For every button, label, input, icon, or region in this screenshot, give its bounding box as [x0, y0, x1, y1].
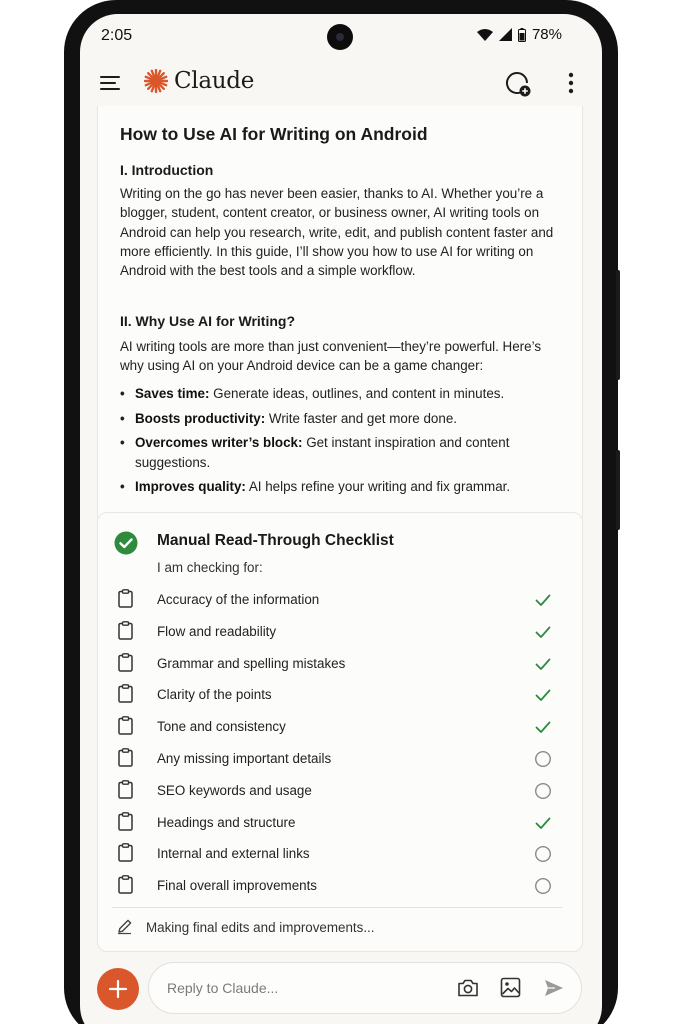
- app-logo: [144, 68, 254, 94]
- camera-icon[interactable]: [457, 978, 479, 998]
- checklist-item-label: Accuracy of the information: [157, 592, 320, 607]
- checklist-item-label: SEO keywords and usage: [157, 782, 312, 798]
- list-item: • Overcomes writer’s block: Get instant inspiration and content suggestions.: [120, 433, 560, 472]
- signal-icon: [499, 28, 512, 41]
- menu-icon[interactable]: [100, 74, 122, 92]
- plus-icon: [97, 968, 139, 1010]
- checklist-item-label: Any missing important details: [157, 750, 332, 766]
- checklist-item: [98, 617, 584, 649]
- checklist-item-label: Grammar and spelling mistakes: [157, 655, 346, 671]
- section-body-introduction: Writing on the go has never been easier, thanks to AI. Whether you’re a blogger, student, content creator, or business owner, AI writing tools on Android can help you research, write, edit, and publish content faster and more efficiently. In this guide, I’ll show you how to use AI for writing on Android with the best tools and a simple workflow.: [120, 186, 554, 279]
- status-bar: [80, 14, 602, 60]
- checklist-item-label: Flow and readability: [157, 623, 277, 639]
- checklist-item-label: Tone and consistency: [157, 719, 286, 735]
- empty-circle-icon: [534, 877, 552, 895]
- checklist-item: [98, 680, 584, 712]
- clipboard-icon: [118, 780, 133, 799]
- checklist-item: [98, 712, 584, 744]
- status-icons: [477, 26, 562, 43]
- more-options-icon[interactable]: [568, 72, 574, 94]
- reply-box: [148, 962, 582, 1014]
- clipboard-icon: [118, 621, 133, 640]
- app-name: Claude: [174, 68, 255, 94]
- empty-circle-icon: [534, 845, 552, 863]
- clipboard-icon: [118, 843, 133, 862]
- app-bar: [80, 64, 602, 104]
- checkmark-icon: [534, 686, 552, 704]
- checkmark-icon: [534, 814, 552, 832]
- checklist-item: [98, 649, 584, 681]
- section-body-why-ai: AI writing tools are more than just convenient—they’re powerful. Here’s why using AI on your Android device can be a game changer:: [120, 339, 542, 374]
- checklist-item: [98, 744, 584, 776]
- list-item: • Improves quality: AI helps refine your writing and fix grammar.: [120, 477, 560, 497]
- list-item: • Saves time: Generate ideas, outlines, and content in minutes.: [120, 384, 560, 404]
- section-heading-why-ai: II. Why Use AI for Writing?: [120, 313, 295, 329]
- claude-spark-icon: [144, 69, 168, 93]
- divider: [112, 907, 562, 908]
- checkmark-icon: [534, 591, 552, 609]
- clipboard-icon: [118, 875, 133, 894]
- section-heading-introduction: I. Introduction: [120, 162, 214, 178]
- checklist-item: [98, 839, 584, 871]
- checklist-item: [98, 808, 584, 840]
- pencil-icon: [116, 917, 134, 935]
- phone-volume-button: [616, 450, 620, 530]
- add-attachment-button[interactable]: [97, 968, 139, 1010]
- list-item: • Boosts productivity: Write faster and get more done.: [120, 409, 560, 429]
- check-circle-icon: [114, 531, 138, 555]
- checkmark-icon: [534, 655, 552, 673]
- clipboard-icon: [118, 653, 133, 672]
- clipboard-icon: [118, 748, 133, 767]
- checklist-item: [98, 776, 584, 808]
- empty-circle-icon: [534, 750, 552, 768]
- checklist-item: [98, 585, 584, 617]
- clipboard-icon: [118, 684, 133, 703]
- new-chat-icon[interactable]: [504, 70, 532, 98]
- phone-power-button: [616, 270, 620, 380]
- checkmark-icon: [534, 718, 552, 736]
- checklist-card: [97, 512, 583, 952]
- checklist-item: [98, 871, 584, 903]
- checklist-item-label: Final overall improvements: [157, 878, 318, 894]
- battery-icon: [518, 28, 526, 42]
- article-card: [97, 106, 583, 526]
- checklist-item-label: Headings and structure: [157, 814, 296, 830]
- wifi-icon: [477, 29, 493, 41]
- status-time: 2:05: [101, 27, 133, 44]
- image-icon[interactable]: [500, 977, 521, 998]
- screen: [80, 14, 602, 1024]
- checklist: [98, 585, 584, 903]
- checklist-subtitle: I am checking for:: [157, 560, 263, 575]
- progress-status: Making final edits and improvements...: [146, 920, 375, 935]
- checkmark-icon: [534, 623, 552, 641]
- clipboard-icon: [118, 716, 133, 735]
- battery-percent: 78%: [531, 26, 562, 43]
- empty-circle-icon: [534, 782, 552, 800]
- clipboard-icon: [118, 812, 133, 831]
- front-camera: [327, 24, 353, 50]
- composer: [80, 960, 602, 1024]
- clipboard-icon: [118, 589, 133, 608]
- checklist-item-label: Internal and external links: [157, 846, 310, 862]
- reply-input[interactable]: [167, 977, 427, 999]
- send-icon[interactable]: [543, 977, 565, 999]
- checklist-item-label: Clarity of the points: [157, 687, 272, 703]
- benefits-list: [120, 384, 560, 502]
- article-title: How to Use AI for Writing on Android: [120, 124, 428, 144]
- checklist-title: Manual Read-Through Checklist: [157, 532, 394, 549]
